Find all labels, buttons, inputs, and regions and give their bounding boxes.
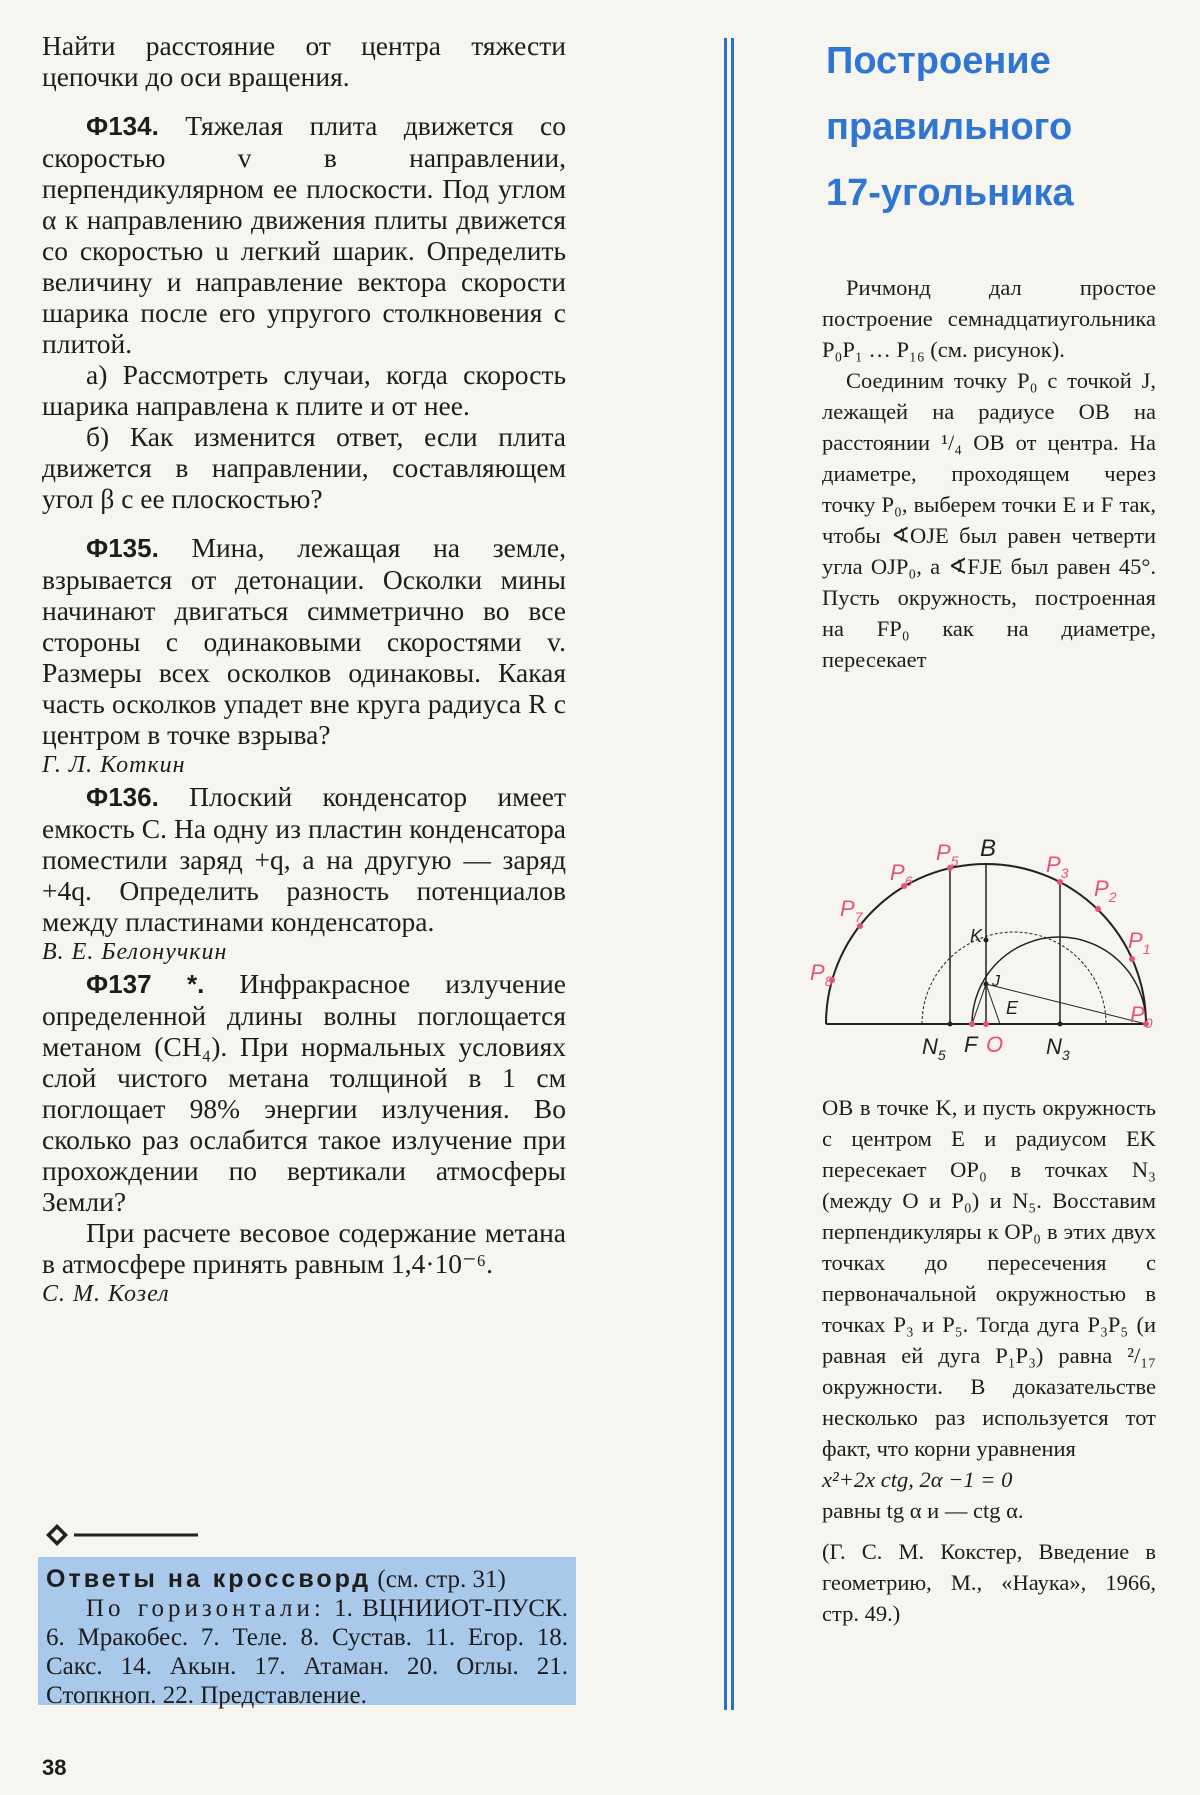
title-line: 17-угольника (826, 172, 1074, 214)
problem-f136 (42, 781, 566, 937)
problem-text: Мина, лежащая на земле, взрывается от детонации. Осколки мины начинают двигаться симметрично во все стороны с одинаковыми скоростями v. Размеры всех осколков одинаковы. Какая часть осколков упадет вне круга радиуса R с центром в точке взрыва? (42, 532, 566, 750)
label-P0: $P_0$ (1130, 1002, 1153, 1031)
article-paragraph: Соединим точку P₀ с точкой J, лежащей на радиусе OB на расстоянии ¹/₄ OB от центра. На диаметре, проходящем через точку P₀, выберем точки E и F так, чтобы ∢OJE был равен четверти угла OJP₀, а ∢FJE был равен 45°. Пусть окружность, построенная на FP₀ как на диаметре, пересекает (822, 368, 1156, 672)
problem-text: Инфракрасное излучение определенной длины волны поглощается метаном (CH₄). При нормальных условиях слой чистого метана толщиной в 1 см поглощает 98% энергии излучения. Во сколько раз ослабится такое излучение при прохождении по вертикали атмосферы Земли? (42, 968, 567, 1217)
label-P7: $P_7$ (840, 896, 863, 925)
author: С. М. Козел (42, 1281, 170, 1307)
answers-horizontal-label: По горизонтали: (86, 1595, 325, 1622)
label-P6: $P_6$ (890, 860, 913, 889)
column-rule (724, 38, 736, 1710)
answers-header (46, 1565, 568, 1594)
label-F: F (964, 1032, 978, 1057)
answers-title: Ответы на кроссворд (46, 1565, 372, 1593)
label-P8: $P_8$ (810, 960, 833, 989)
label-N5: $N_5$ (922, 1034, 946, 1063)
author: Г. Л. Коткин (42, 752, 186, 778)
left-column (42, 30, 566, 1310)
label-P3: $P_3$ (1046, 852, 1069, 881)
equation: x²+2x ctg, 2α −1 = 0 (822, 1467, 1013, 1492)
equation-roots: равны tg α и — ctg α. (822, 1498, 1024, 1523)
label-J: J (992, 973, 1000, 990)
article-title (826, 28, 1186, 226)
problem-text: Плоский конденсатор имеет емкость C. На одну из пластин конденсатора поместили заряд +q, а на другую — заряд +4q. Определить разность потенциалов между пластинами конденсатора. (42, 781, 567, 937)
answers-text: 1. ВЦНИИОТ-ПУСК. 6. Мракобес. 7. Теле. 8. Сустав. 11. Егор. 18. Сакс. 14. Акын. 17. Атаман. 20. Оглы. 21. Стопкноп. 22. Представление. (46, 1595, 568, 1709)
citation: (Г. С. М. Кокстер, Введение в геометрию, М., «Наука», 1966, стр. 49.) (822, 1539, 1156, 1626)
article-text-bottom (822, 1092, 1156, 1629)
crossword-answers-box (38, 1557, 576, 1709)
title-line: Построение (826, 40, 1051, 82)
answers-body (46, 1594, 568, 1710)
label-B: B (980, 835, 997, 862)
problem-f134 (42, 110, 566, 359)
title-line: правильного (826, 106, 1073, 148)
problem-f134-part-b: б) Как изменится ответ, если плита движется в направлении, составляющем угол β с ее плоскостью? (42, 421, 566, 514)
label-N3: $N_3$ (1046, 1034, 1070, 1063)
problem-f137 (42, 968, 566, 1217)
problem-number: Ф134. (86, 111, 159, 141)
author: В. Е. Белонучкин (42, 939, 228, 965)
label-P2: $P_2$ (1094, 876, 1117, 905)
problem-f137-note: При расчете весовое содержание метана в атмосфере принять равным 1,4·10⁻⁶. (42, 1217, 566, 1279)
problem-number: Ф136. (86, 782, 159, 812)
problem-number: Ф137 *. (86, 969, 205, 999)
problem-text: Тяжелая плита движется со скоростью v в направлении, перпендикулярном ее плоскости. Под углом α к направлению движения плиты движется со скоростью u легкий шарик. Определить величину и направление вектора скорости шарика после его упругого столкновения с плитой. (42, 110, 566, 359)
label-K: K (970, 926, 983, 946)
divider-ornament (42, 1520, 202, 1550)
problem-number: Ф135. (86, 533, 159, 563)
label-O: O (986, 1032, 1004, 1057)
label-P5: $P_5$ (936, 840, 959, 869)
answers-ref: (см. стр. 31) (377, 1566, 506, 1593)
page-number: 38 (42, 1755, 67, 1780)
label-P1: $P_1$ (1128, 928, 1151, 957)
label-E: E (1006, 998, 1019, 1018)
article-paragraph: OB в точке K, и пусть окружность с центром E и радиусом EK пересекает OP₀ в точках N₃ (между O и P₀) и N₅. Восставим перпендикуляры к OP₀ в этих двух точках до пересечения с первоначальной окружностью в точках P₃ и P₅. Тогда дуга P₃P₅ (и равная ей дуга P₁P₃) равна ²/₁₇ окружности. В доказательстве несколько раз используется тот факт, что корни уравнения (822, 1095, 1156, 1461)
heptadecagon-diagram (810, 830, 1160, 1080)
intro-text: Найти расстояние от центра тяжести цепочки до оси вращения. (42, 30, 566, 92)
problem-f135 (42, 532, 566, 750)
article-paragraph: Ричмонд дал простое построение семнадцатиугольника P₀P₁ … P₁₆ (см. рисунок). (822, 275, 1156, 362)
article-text-top (822, 272, 1156, 675)
problem-f134-part-a: а) Рассмотреть случаи, когда скорость шарика направлена к плите и от нее. (42, 359, 566, 421)
